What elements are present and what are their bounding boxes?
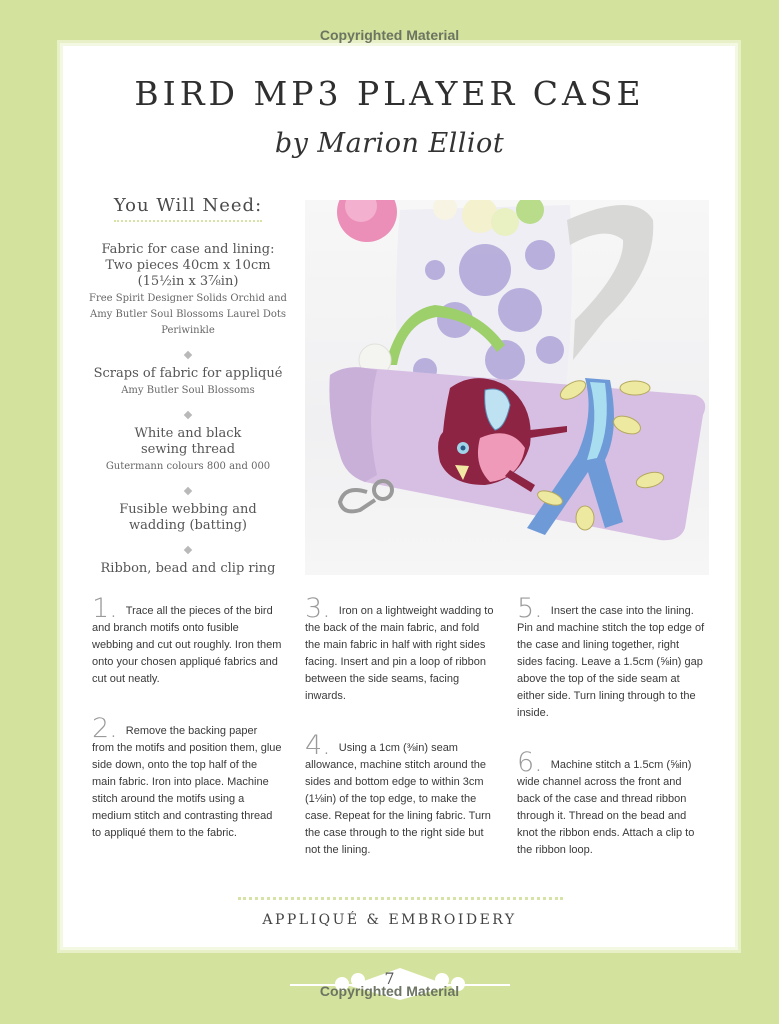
step-number: 4. [305,730,331,761]
step-text: Iron on a lightweight wadding to the back of the main fabric, and fold the main fabric in half with right sides facing. Insert and pin a loop of ribbon between the side seams, facing inwards. [305,605,494,702]
author-byline: by Marion Elliot [274,128,505,159]
step-number: 3. [305,593,331,624]
materials-heading: You Will Need: [114,195,262,222]
material-item [88,242,288,339]
material-item [88,366,288,399]
diamond-divider-icon [184,546,192,554]
diamond-divider-icon [184,411,192,419]
step-text: Machine stitch a 1.5cm (⅝in) wide channel across the front and back of the case and thread ribbon through it. Thread on the bead and knot the ribbon ends. Attach a clip to the ribbon loop. [517,759,695,856]
diamond-divider-icon [184,487,192,495]
material-sub: Gutermann colours 800 and 000 [105,461,271,472]
copyright-watermark-top: Copyrighted Material [319,27,460,43]
step-number: 6. [517,747,543,778]
step-4 [305,730,495,859]
step-text: Insert the case into the lining. Pin and machine stitch the top edge of the case and lining together, right sides facing. Leave a 1.5cm (⅝in) gap above the top of the side seam at either side. Turn lining through to the inside. [517,605,705,719]
section-label: APPLIQUÉ & EMBROIDERY [262,912,517,928]
material-main: Fabric for case and lining: Two pieces 40cm x 10cm (15½in x 3⅞in) [101,242,275,289]
material-main: Scraps of fabric for appliqué [93,366,283,381]
copyright-watermark-bottom: Copyrighted Material [319,983,460,999]
page-title: BIRD MP3 PLAYER CASE [134,74,645,113]
footer-dotted-divider [238,897,563,900]
step-number: 2. [92,713,118,744]
materials-list [88,195,288,577]
material-sub: Amy Butler Soul Blossoms [121,385,255,396]
step-3 [305,593,495,705]
step-6 [517,747,707,859]
step-2 [92,713,282,842]
material-item [88,502,288,534]
step-1 [92,593,282,688]
project-photo [305,200,709,575]
step-text: Using a 1cm (⅜in) seam allowance, machine stitch around the sides and bottom edge to within 3cm (1⅛in) of the top edge, to make the case. Repeat for the lining fabric. Turn the case through to the right side but not the lining. [305,742,491,856]
step-number: 1. [92,593,118,624]
material-item [88,426,288,475]
step-number: 5. [517,593,543,624]
material-sub: Free Spirit Designer Solids Orchid and Amy Butler Soul Blossoms Laurel Dots Periwinkle [89,293,287,336]
step-5 [517,593,707,722]
material-main: Ribbon, bead and clip ring [100,561,276,576]
diamond-divider-icon [184,351,192,359]
step-text: Trace all the pieces of the bird and branch motifs onto fusible webbing and cut out roughly. Iron them onto your chosen appliqué fabrics and cut out neatly. [92,605,282,685]
material-main: Fusible webbing and wadding (batting) [119,502,257,533]
material-main: White and black sewing thread [134,426,242,457]
material-item [88,561,288,577]
step-text: Remove the backing paper from the motifs and position them, glue side down, onto the top half of the main fabric. Iron into place. Machine stitch around the motifs using a medium stitch and contrasting thread to appliqué them to the fabric. [92,725,282,839]
mp3-case-photo-illustration [305,200,709,575]
page-number: 7 [384,969,395,988]
